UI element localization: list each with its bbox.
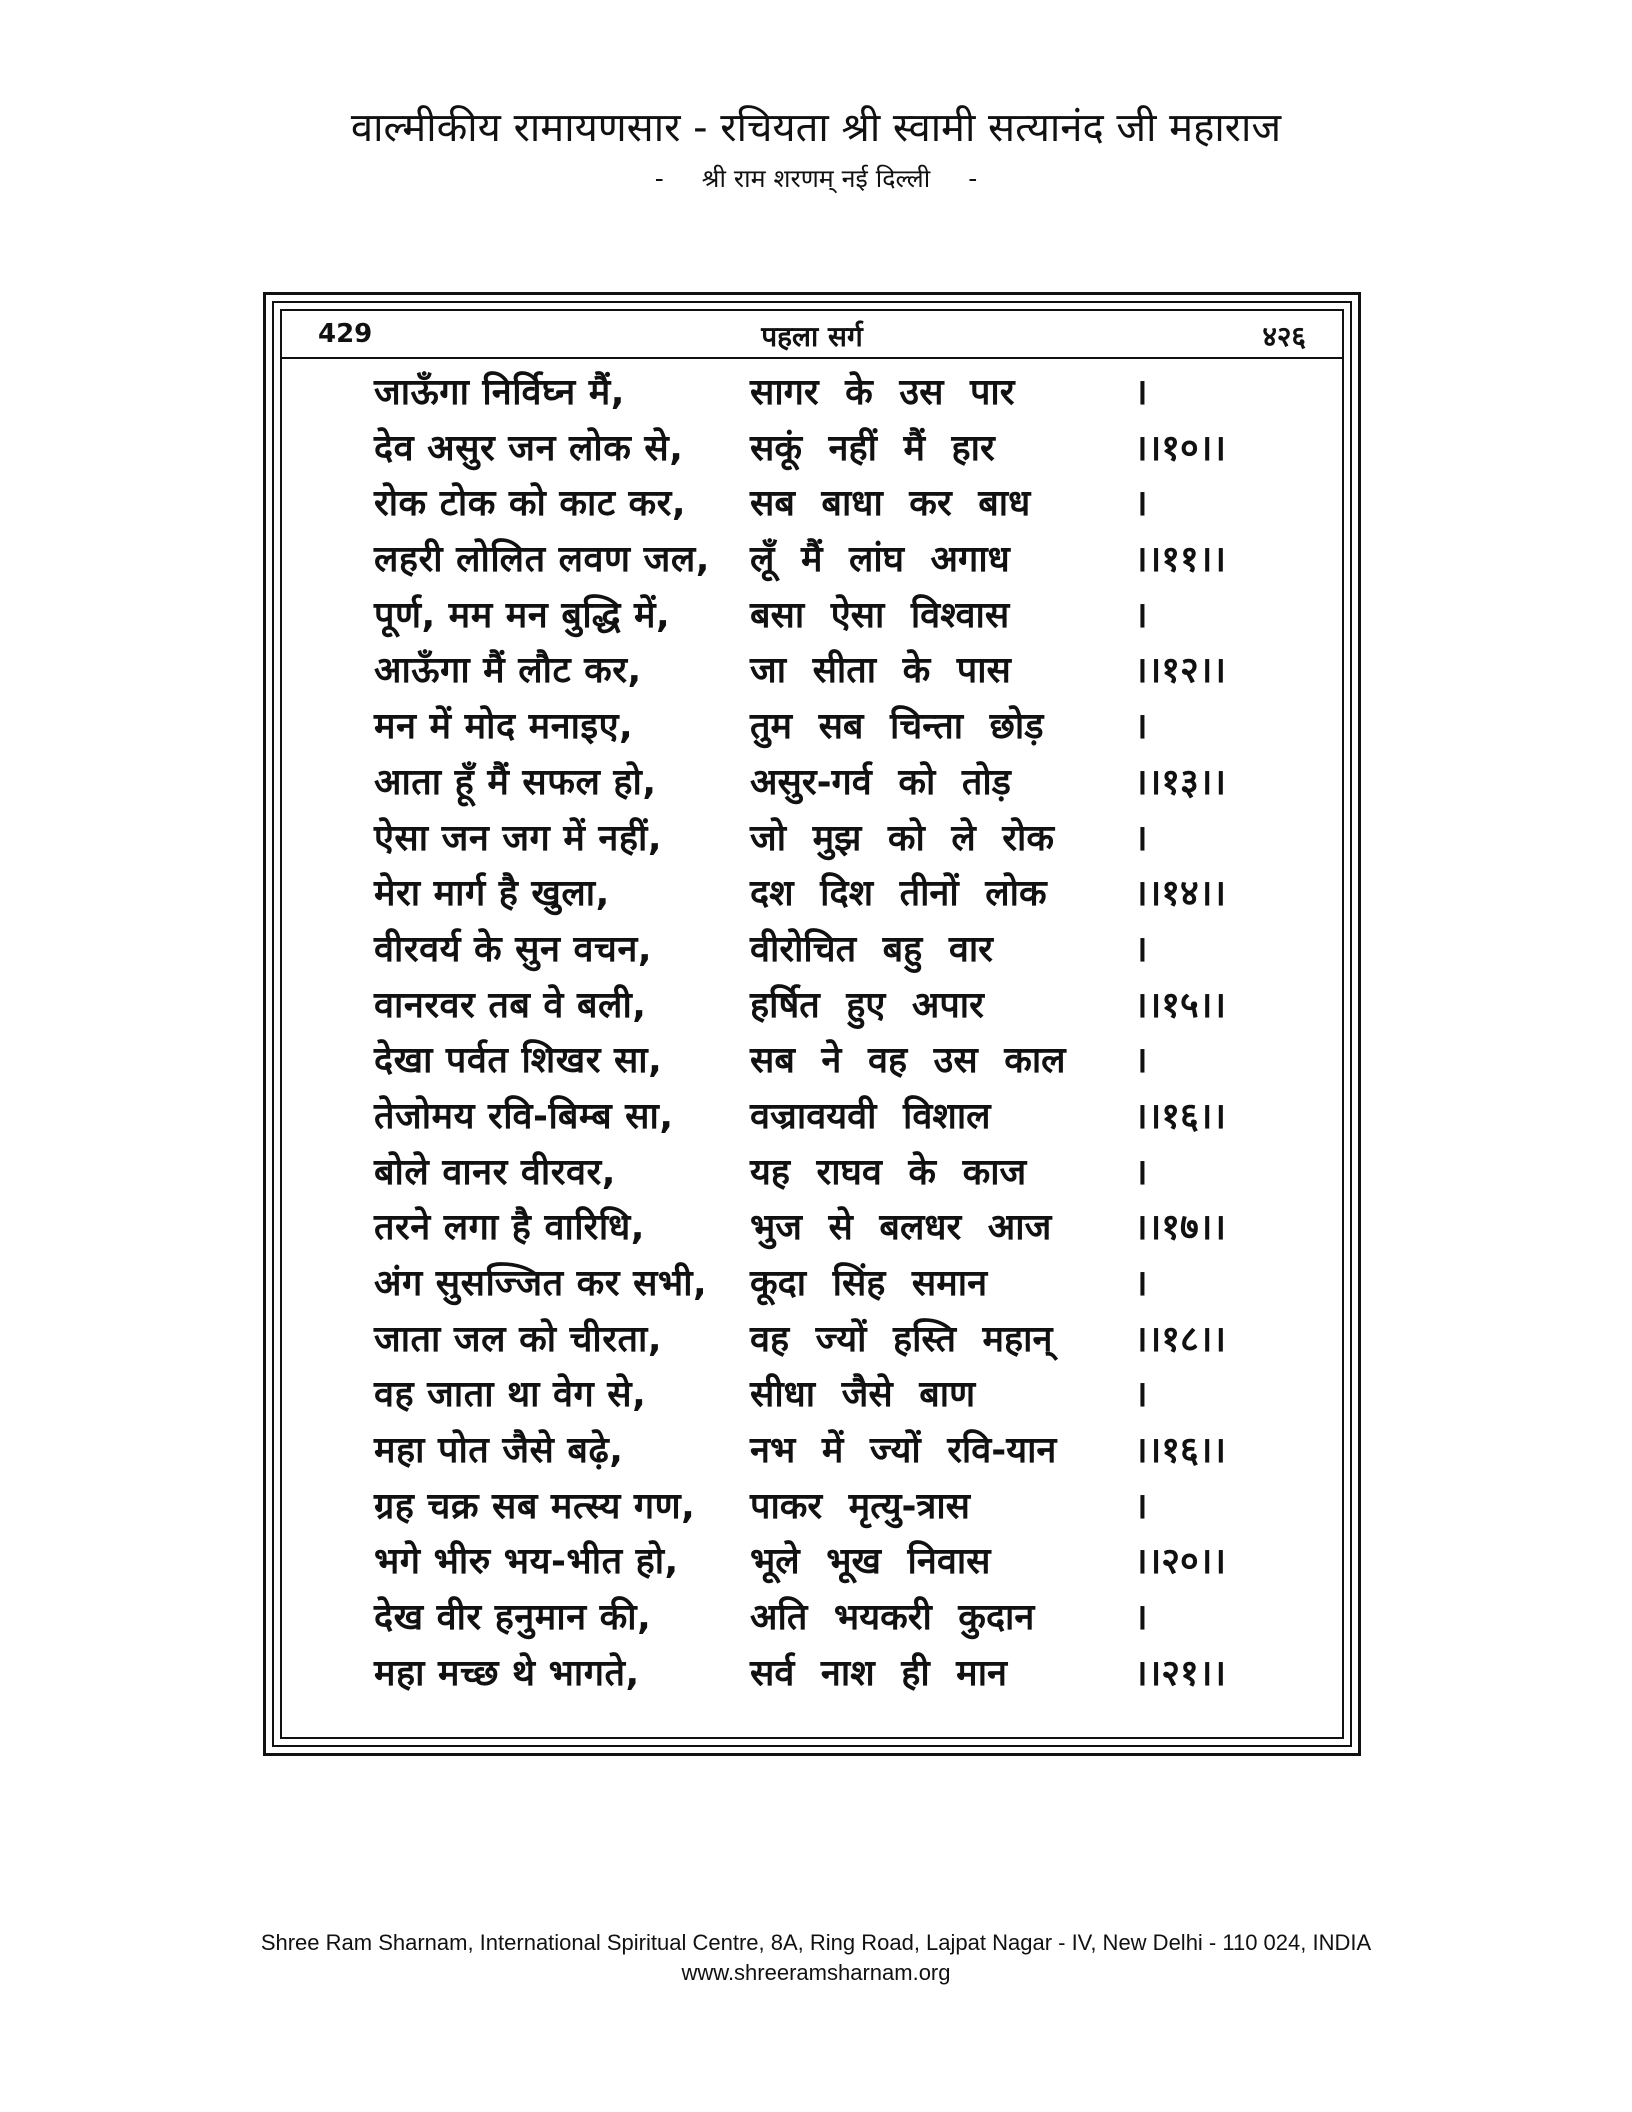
- verse-first-half: भगे भीरु भय-भीत हो,: [374, 1541, 679, 1583]
- verse-number-marker: ।।२१।।: [1134, 1652, 1227, 1694]
- verse-first-half: देव असुर जन लोक से,: [374, 427, 684, 469]
- verse-second-half: लूँ मैं लांघ अगाध: [750, 539, 1010, 581]
- verse-line: [282, 1534, 1342, 1590]
- verse-line: [282, 1145, 1342, 1201]
- verse-number-marker: ।।१२।।: [1134, 650, 1227, 692]
- verse-first-half: अंग सुसज्जित कर सभी,: [374, 1263, 708, 1304]
- verse-second-half: सब ने वह उस काल: [750, 1040, 1066, 1082]
- verse-line: [282, 1089, 1342, 1145]
- verse-first-half: मन में मोद मनाइए,: [374, 706, 634, 748]
- verse-number-marker: ।: [1134, 1263, 1148, 1304]
- verse-first-half: रोक टोक को काट कर,: [374, 483, 687, 525]
- verse-number-marker: ।।१८।।: [1134, 1318, 1227, 1360]
- verse-line: [282, 1646, 1342, 1702]
- verse-line: [282, 643, 1342, 699]
- verse-second-half: जा सीता के पास: [750, 650, 1011, 692]
- verse-line: [282, 811, 1342, 867]
- verse-line: [282, 588, 1342, 644]
- verse-second-half: वह ज्यों हस्ति महान्: [750, 1318, 1053, 1360]
- verse-number-marker: ।: [1134, 1040, 1148, 1082]
- verse-second-half: वज्रावयवी विशाल: [750, 1095, 991, 1137]
- verse-first-half: बोले वानर वीरवर,: [374, 1151, 616, 1193]
- verse-line: [282, 421, 1342, 477]
- verse-number-marker: ।: [1134, 1374, 1148, 1416]
- verse-line: [282, 1200, 1342, 1256]
- verse-line: [282, 1256, 1342, 1312]
- verse-first-half: वानरवर तब वे बली,: [374, 984, 647, 1026]
- verse-line: [282, 922, 1342, 978]
- verse-second-half: सब बाधा कर बाध: [750, 483, 1031, 525]
- verse-line: [282, 532, 1342, 588]
- verse-number-marker: ।: [1134, 1597, 1148, 1639]
- verse-second-half: भुज से बलधर आज: [750, 1207, 1052, 1249]
- page-frame-inner: [280, 309, 1344, 1739]
- verse-number-marker: ।: [1134, 594, 1148, 636]
- page-number-left: 429: [318, 319, 373, 349]
- verse-first-half: पूर्ण, मम मन बुद्धि में,: [374, 594, 671, 636]
- chapter-title: पहला सर्ग: [761, 320, 863, 353]
- verse-line: [282, 476, 1342, 532]
- verse-line: [282, 1423, 1342, 1479]
- verse-first-half: मेरा मार्ग है खुला,: [374, 873, 610, 915]
- verse-second-half: तुम सब चिन्ता छोड़: [750, 706, 1044, 748]
- verse-number-marker: ।।१५।।: [1134, 984, 1227, 1026]
- verse-line: [282, 755, 1342, 811]
- verse-number-marker: ।: [1134, 1151, 1148, 1193]
- verse-first-half: देख वीर हनुमान की,: [374, 1597, 652, 1639]
- verse-first-half: महा पोत जैसे बढ़े,: [374, 1430, 624, 1472]
- verse-second-half: असुर-गर्व को तोड़: [750, 761, 1011, 803]
- verse-first-half: वह जाता था वेग से,: [374, 1374, 647, 1416]
- document-title: वाल्मीकीय रामायणसार - रचियता श्री स्वामी सत्यानंद जी महाराज: [350, 105, 1282, 151]
- verse-first-half: वीरवर्य के सुन वचन,: [374, 928, 653, 970]
- verse-number-marker: ।: [1134, 483, 1148, 525]
- verse-first-half: जाऊँगा निर्विघ्न मैं,: [374, 372, 625, 413]
- verse-number-marker: ।।१६।।: [1134, 1095, 1227, 1137]
- document-subtitle-row: [0, 162, 1632, 196]
- verse-line: [282, 1479, 1342, 1535]
- verse-first-half: आऊँगा मैं लौट कर,: [374, 650, 642, 692]
- verse-second-half: सीधा जैसे बाण: [750, 1374, 976, 1416]
- verse-second-half: पाकर मृत्यु-त्रास: [750, 1485, 970, 1527]
- verse-line: [282, 365, 1342, 421]
- verse-first-half: आता हूँ मैं सफल हो,: [374, 761, 657, 803]
- verse-second-half: सर्व नाश ही मान: [750, 1652, 1008, 1694]
- verse-first-half: तरने लगा है वारिधि,: [374, 1207, 645, 1249]
- verse-second-half: बसा ऐसा विश्वास: [750, 594, 1010, 636]
- verse-first-half: जाता जल को चीरता,: [374, 1318, 662, 1360]
- verse-line: [282, 1312, 1342, 1368]
- verse-number-marker: ।।१३।।: [1134, 761, 1227, 803]
- verse-number-marker: ।।११।।: [1134, 539, 1227, 581]
- verse-first-half: देखा पर्वत शिखर सा,: [374, 1040, 663, 1082]
- verse-second-half: हर्षित हुए अपार: [750, 984, 984, 1026]
- verse-first-half: ग्रह चक्र सब मत्स्य गण,: [374, 1485, 696, 1527]
- verse-second-half: वीरोचित बहु वार: [750, 928, 993, 970]
- verse-line: [282, 866, 1342, 922]
- verse-number-marker: ।।१७।।: [1134, 1207, 1227, 1249]
- verse-second-half: कूदा सिंह समान: [750, 1263, 988, 1304]
- verse-line: [282, 1033, 1342, 1089]
- verse-second-half: यह राघव के काज: [750, 1151, 1027, 1193]
- footer-address: Shree Ram Sharnam, International Spiritual Centre, 8A, Ring Road, Lajpat Nagar - IV, New Delhi - 110 024, INDIA: [260, 1930, 1372, 1955]
- verse-number-marker: ।: [1134, 817, 1148, 859]
- verse-list: [282, 365, 1342, 1702]
- verse-second-half: दश दिश तीनों लोक: [750, 873, 1047, 915]
- verse-first-half: ऐसा जन जग में नहीं,: [374, 817, 662, 859]
- verse-number-marker: ।।१६।।: [1134, 1430, 1227, 1472]
- verse-first-half: तेजोमय रवि-बिम्ब सा,: [374, 1095, 674, 1137]
- verse-line: [282, 1590, 1342, 1646]
- verse-number-marker: ।: [1134, 1485, 1148, 1527]
- page-frame: [263, 292, 1361, 1756]
- page-header-row: [282, 311, 1342, 359]
- verse-line: [282, 978, 1342, 1034]
- verse-second-half: भूले भूख निवास: [750, 1541, 991, 1583]
- footer-website[interactable]: www.shreeramsharnam.org: [681, 1960, 951, 1985]
- page-number-right: ४२६: [1262, 320, 1306, 353]
- verse-number-marker: ।।१४।।: [1134, 873, 1227, 915]
- verse-first-half: लहरी लोलित लवण जल,: [374, 539, 710, 581]
- verse-second-half: सागर के उस पार: [750, 372, 1015, 413]
- page-frame-middle: [272, 301, 1352, 1747]
- verse-number-marker: ।: [1134, 372, 1148, 413]
- document-subtitle: श्री राम शरणम् नई दिल्ली: [701, 164, 931, 193]
- subtitle-left-dash: -: [654, 164, 664, 193]
- verse-line: [282, 699, 1342, 755]
- verse-line: [282, 1367, 1342, 1423]
- verse-number-marker: ।: [1134, 706, 1148, 748]
- verse-number-marker: ।।१०।।: [1134, 427, 1227, 469]
- verse-number-marker: ।।२०।।: [1134, 1541, 1227, 1583]
- verse-first-half: महा मच्छ थे भागते,: [374, 1652, 640, 1694]
- verse-second-half: सकूं नहीं मैं हार: [750, 427, 995, 469]
- verse-second-half: जो मुझ को ले रोक: [750, 817, 1054, 859]
- verse-second-half: नभ में ज्यों रवि-यान: [750, 1430, 1057, 1472]
- verse-second-half: अति भयकरी कुदान: [750, 1597, 1035, 1639]
- subtitle-right-dash: -: [968, 164, 978, 193]
- verse-number-marker: ।: [1134, 928, 1148, 970]
